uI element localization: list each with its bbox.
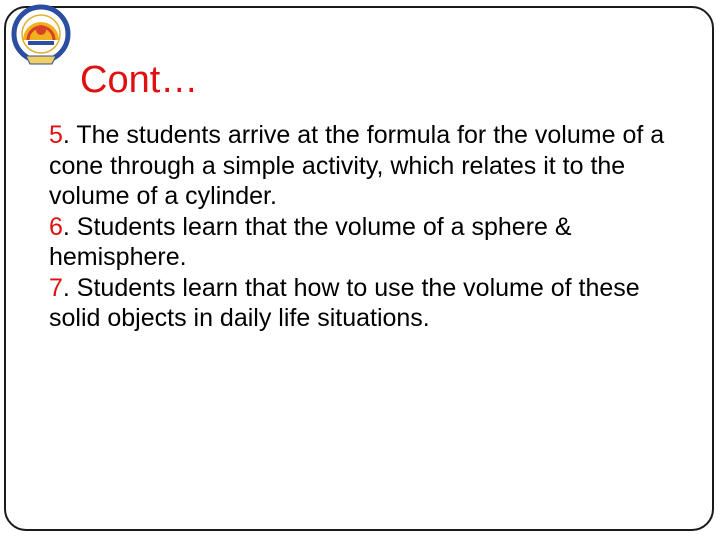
item-number: 5 [49,121,63,149]
item-text: . The students arrive at the formula for the volume of a cone through a simple activity, which relates it to the volume of a cylinder. [49,121,665,210]
item-text: . Students learn that how to use the volume of these solid objects in daily life situations. [49,273,640,332]
item-number: 6 [49,212,63,241]
item-text: . Students learn that the volume of a sphere & hemisphere. [49,212,572,271]
item-number: 7 [49,273,63,302]
list-item [49,273,679,334]
slide-title: Cont… [80,59,199,101]
list-item [49,120,679,212]
list-item [49,212,679,273]
slide-body [49,120,679,334]
college-seal-icon [6,4,76,70]
